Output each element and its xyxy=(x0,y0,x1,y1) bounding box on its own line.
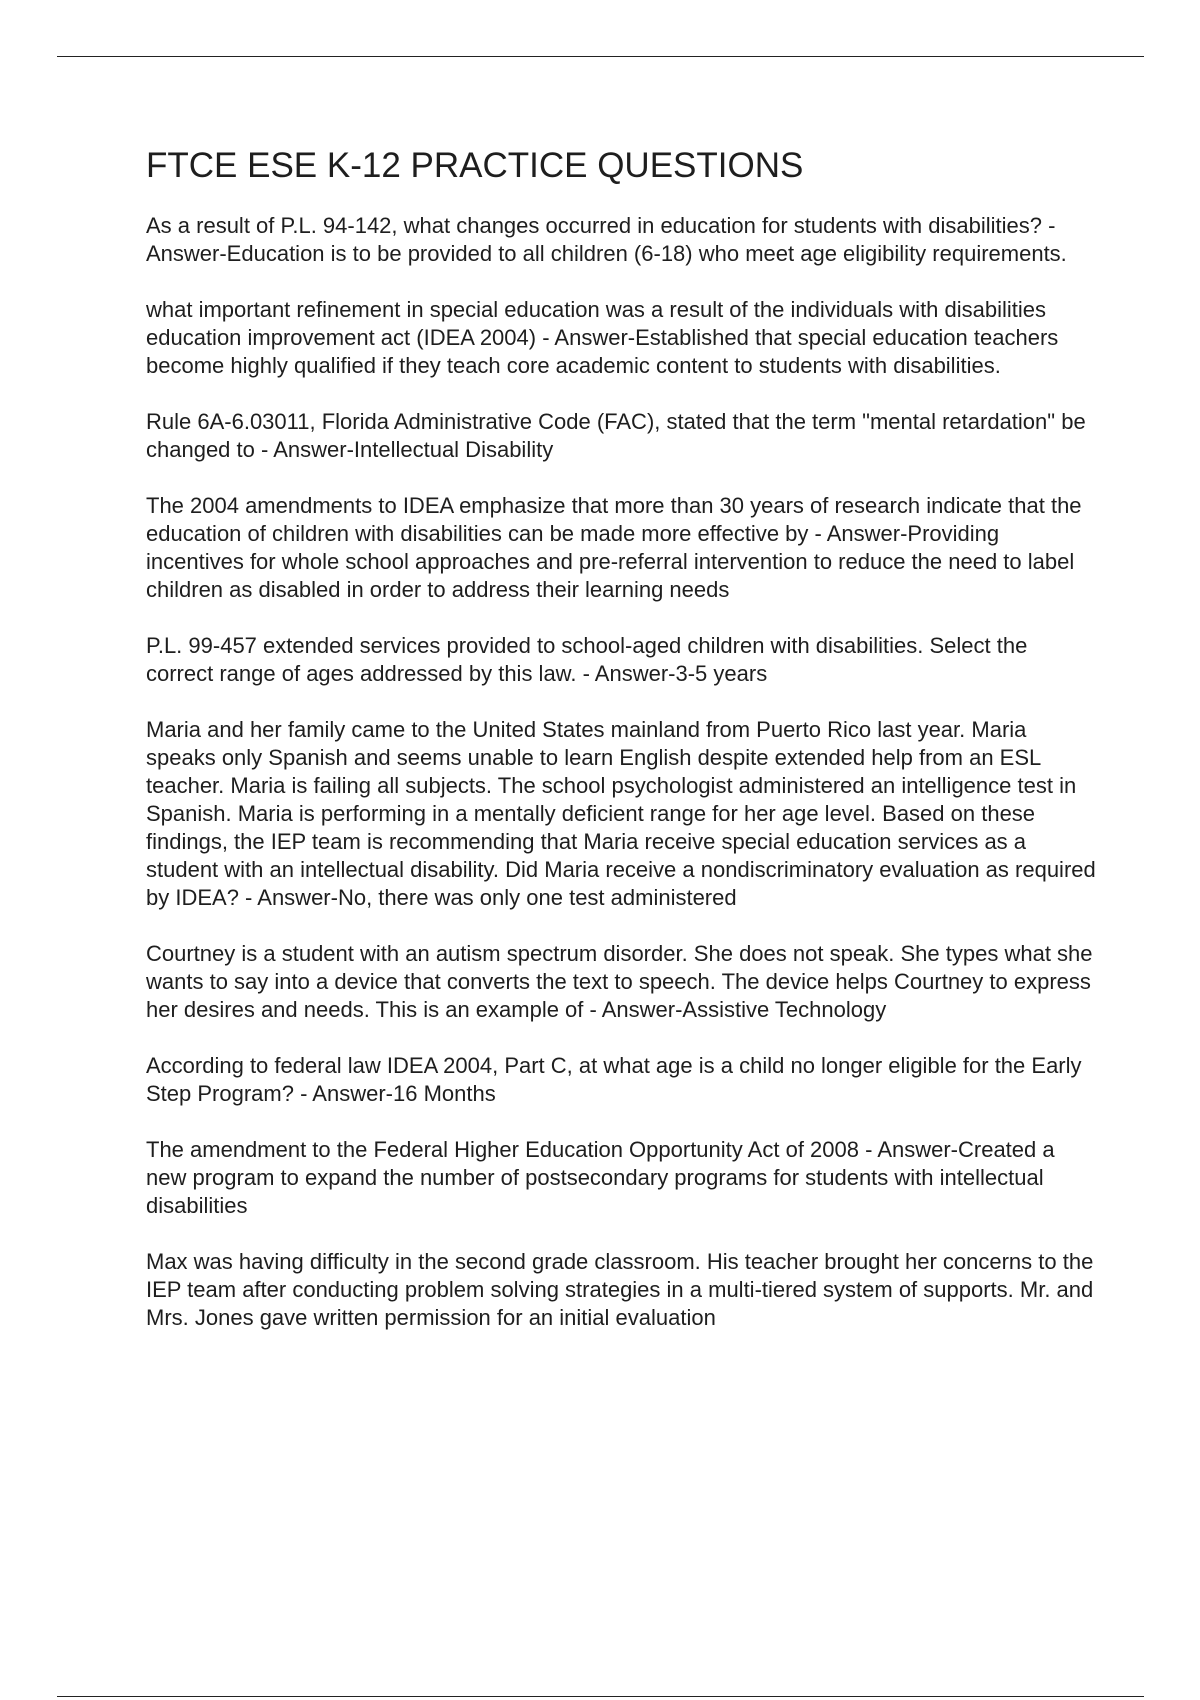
question-paragraph: According to federal law IDEA 2004, Part C, at what age is a child no longer eligible for the Early Step Program? - Answer-16 Months xyxy=(146,1053,1082,1106)
question-paragraph: Rule 6A-6.03011, Florida Administrative Code (FAC), stated that the term "mental retardation" be changed to - Answer-Intellectual Disability xyxy=(146,409,1086,462)
page-title: FTCE ESE K-12 PRACTICE QUESTIONS xyxy=(146,146,804,185)
document-page xyxy=(146,140,1096,1360)
question-paragraph: Maria and her family came to the United States mainland from Puerto Rico last year. Maria speaks only Spanish and seems unable to learn English despite extended help from an ESL teacher. Maria is failing all subjects. The school psychologist administered an intelligence test in Spanish. Maria is performing in a mentally deficient range for her age level. Based on these findings, the IEP team is recommending that Maria receive special education services as a student with an intellectual disability. Did Maria receive a nondiscriminatory evaluation as required by IDEA? - Answer-No, there was only one test administered xyxy=(146,717,1096,910)
question-paragraph: what important refinement in special education was a result of the individuals with disabilities education improvement act (IDEA 2004) - Answer-Established that special education teachers become highly qualified if they teach core academic content to students with disabilities. xyxy=(146,297,1059,378)
question-paragraph: Courtney is a student with an autism spectrum disorder. She does not speak. She types what she wants to say into a device that converts the text to speech. The device helps Courtney to express her desires and needs. This is an example of - Answer-Assistive Technology xyxy=(146,941,1093,1022)
question-paragraph: P.L. 99-457 extended services provided to school-aged children with disabilities. Select the correct range of ages addressed by this law. - Answer-3-5 years xyxy=(146,633,1028,686)
question-paragraph: As a result of P.L. 94-142, what changes occurred in education for students with disabilities? - Answer-Education is to be provided to all children (6-18) who meet age eligibility requirements. xyxy=(146,213,1067,266)
question-paragraph: Max was having difficulty in the second grade classroom. His teacher brought her concerns to the IEP team after conducting problem solving strategies in a multi-tiered system of supports. Mr. and Mrs. Jones gave written permission for an initial evaluation xyxy=(146,1249,1094,1330)
bottom-divider xyxy=(57,1696,1144,1697)
question-paragraph: The 2004 amendments to IDEA emphasize that more than 30 years of research indicate that the education of children with disabilities can be made more effective by - Answer-Providing incentives for whole school approaches and pre-referral intervention to reduce the need to label children as disabled in order to address their learning needs xyxy=(146,493,1082,602)
top-divider xyxy=(57,56,1144,57)
question-paragraph: The amendment to the Federal Higher Education Opportunity Act of 2008 - Answer-Created a new program to expand the number of postsecondary programs for students with intellectual disabilities xyxy=(146,1137,1055,1218)
